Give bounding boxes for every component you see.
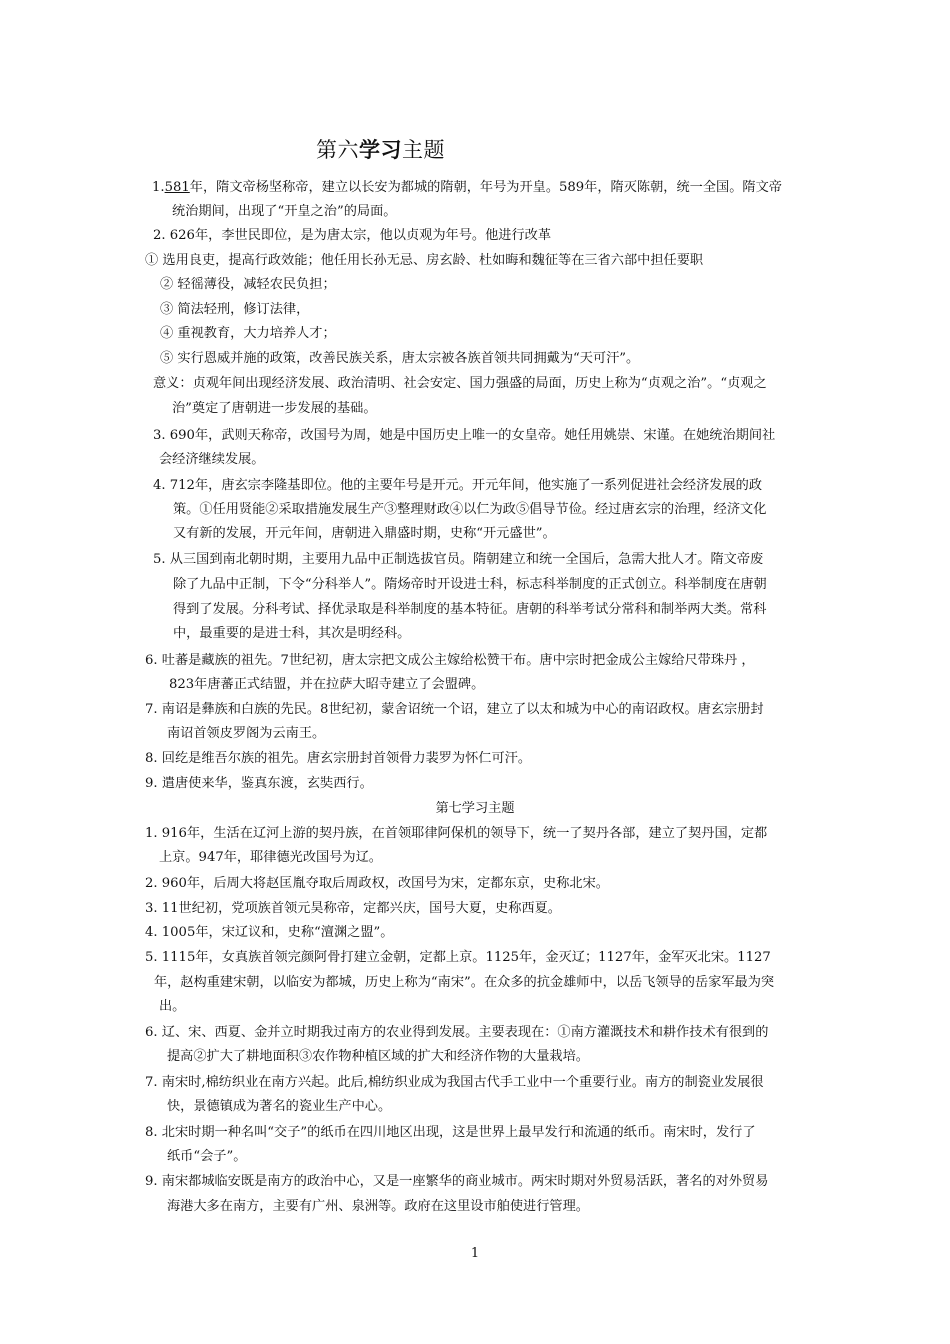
paragraph-line	[152, 176, 782, 200]
paragraph-line: 5. 1115年，女真族首领完颜阿骨打建立金朝，定都上京。1125年，金灭辽；1127年，金军灭北宋。1127	[145, 950, 771, 965]
paragraph-line: 4. 1005年，宋辽议和，史称“澶渊之盟”。	[145, 925, 394, 940]
paragraph-line: 会经济继续发展。	[159, 452, 265, 467]
paragraph-line: 2. 626年，李世民即位，是为唐太宗，他以贞观为年号。他进行改革	[153, 228, 552, 243]
paragraph-line: 7. 南诏是彝族和白族的先民。8世纪初，蒙舍诏统一个诏，建立了以太和城为中心的南诏政权。唐玄宗册封	[145, 702, 764, 717]
paragraph-line: ② 轻徭薄役，减轻农民负担；	[160, 277, 336, 292]
paragraph-line: 1. 916年，生活在辽河上游的契丹族，在首领耶律阿保机的领导下，统一了契丹各部，建立了契丹国，定都	[145, 826, 768, 841]
underlined-year: 581	[164, 180, 190, 195]
paragraph-line: 9. 遣唐使来华，鉴真东渡，玄奘西行。	[145, 776, 373, 791]
paragraph-line: 除了九品中正制，下令“分科举人”。隋炀帝时开设进士科，标志科举制度的正式创立。科举制度在唐朝	[173, 577, 767, 592]
paragraph-line: 出。	[159, 999, 186, 1014]
paragraph-line: 年，赵构重建宋朝，以临安为都城，历史上称为“南宋”。在众多的抗金雄师中，以岳飞领导的岳家军最为突	[154, 975, 775, 990]
paragraph-line: 6. 辽、宋、西夏、金并立时期我过南方的农业得到发展。主要表现在：①南方灌溉技术和耕作技术有很到的	[145, 1025, 769, 1040]
section-subtitle: 第七学习主题	[435, 801, 515, 816]
paragraph-line: 策。①任用贤能②采取措施发展生产③整理财政④以仁为政⑤倡导节俭。经过唐玄宗的治理，经济文化	[173, 502, 767, 517]
paragraph-line: 快，景德镇成为著名的瓷业生产中心。	[167, 1099, 392, 1114]
paragraph-line: 4. 712年，唐玄宗李隆基即位。他的主要年号是开元。开元年间，他实施了一系列促进社会经济发展的政	[153, 478, 763, 493]
line-text: 年，隋文帝杨坚称帝，建立以长安为都城的隋朝，年号为开皇。589年，隋灭陈朝，统一全国。隋文帝	[189, 180, 782, 195]
paragraph-line: 8. 回纥是维吾尔族的祖先。唐玄宗册封首领骨力裴罗为怀仁可汗。	[145, 751, 532, 766]
paragraph-line: 5. 从三国到南北朝时期，主要用九品中正制选拔官员。隋朝建立和统一全国后，急需大批人才。隋文帝废	[153, 552, 764, 567]
title-part: 第六	[316, 138, 359, 162]
paragraph-line: ④ 重视教育，大力培养人才；	[160, 326, 336, 341]
paragraph-line: 提高②扩大了耕地面积③农作物种植区域的扩大和经济作物的大量栽培。	[167, 1049, 589, 1064]
paragraph-line: 6. 吐蕃是藏族的祖先。7世纪初，唐太宗把文成公主嫁给松赞干布。唐中宗时把金成公主嫁给尺带珠丹 ，	[145, 653, 755, 668]
paragraph-line: 9. 南宋都城临安既是南方的政治中心，又是一座繁华的商业城市。两宋时期对外贸易活跃，著名的对外贸易	[145, 1174, 769, 1189]
paragraph-line: 中，最重要的是进士科，其次是明经科。	[173, 626, 411, 641]
paragraph-line: 上京。947年，耶律德光改国号为辽。	[159, 850, 382, 865]
paragraph-line: 又有新的发展，开元年间，唐朝进入鼎盛时期，史称“开元盛世”。	[173, 526, 556, 541]
title-part-tail: 主题	[402, 138, 445, 162]
item-number: 1.	[152, 180, 165, 195]
paragraph-line: 7. 南宋时,棉纺织业在南方兴起。此后,棉纺织业成为我国古代手工业中一个重要行业。南方的制瓷业发展很	[145, 1075, 764, 1090]
paragraph-line: 南诏首领皮罗阁为云南王。	[167, 726, 326, 741]
paragraph-line: 2. 960年，后周大将赵匡胤夺取后周政权，改国号为宋，定都东京，史称北宋。	[145, 876, 609, 891]
paragraph-line: ⑤ 实行恩威并施的政策，改善民族关系，唐太宗被各族首领共同拥戴为“天可汗”。	[160, 351, 640, 366]
paragraph-line: ③ 简法轻刑，修订法律，	[160, 302, 310, 317]
page-number: 1	[470, 1246, 480, 1261]
paragraph-line: 8. 北宋时期一种名叫“交子”的纸币在四川地区出现，这是世界上最早发行和流通的纸币。南宋时，发行了	[145, 1125, 756, 1140]
paragraph-line: 3. 11世纪初，党项族首领元昊称帝，定都兴庆，国号大夏，史称西夏。	[145, 901, 561, 916]
paragraph-line: 纸币“会子”。	[167, 1149, 247, 1164]
paragraph-line: 得到了发展。分科考试、择优录取是科举制度的基本特征。唐朝的科举考试分常科和制举两大类。常科	[173, 602, 767, 617]
paragraph-line: ① 选用良吏，提高行政效能；他任用长孙无忌、房玄龄、杜如晦和魏征等在三省六部中担任要职	[145, 253, 704, 268]
paragraph-line: 823年唐蕃正式结盟，并在拉萨大昭寺建立了会盟碑。	[169, 677, 485, 692]
paragraph-line: 意义：贞观年间出现经济发展、政治清明、社会安定、国力强盛的局面，历史上称为“贞观之治”。“贞观之	[153, 376, 767, 391]
page-title	[316, 134, 445, 164]
paragraph-line: 3. 690年，武则天称帝，改国号为周，她是中国历史上唯一的女皇帝。她任用姚崇、宋谨。在她统治期间社	[153, 428, 776, 443]
paragraph-line: 海港大多在南方，主要有广州、泉洲等。政府在这里设市舶使进行管理。	[167, 1199, 589, 1214]
paragraph-line: 治”奠定了唐朝进一步发展的基础。	[172, 401, 377, 416]
paragraph-line: 统治期间，出现了“开皇之治”的局面。	[172, 204, 397, 219]
title-bold-part: 学习	[359, 137, 402, 162]
